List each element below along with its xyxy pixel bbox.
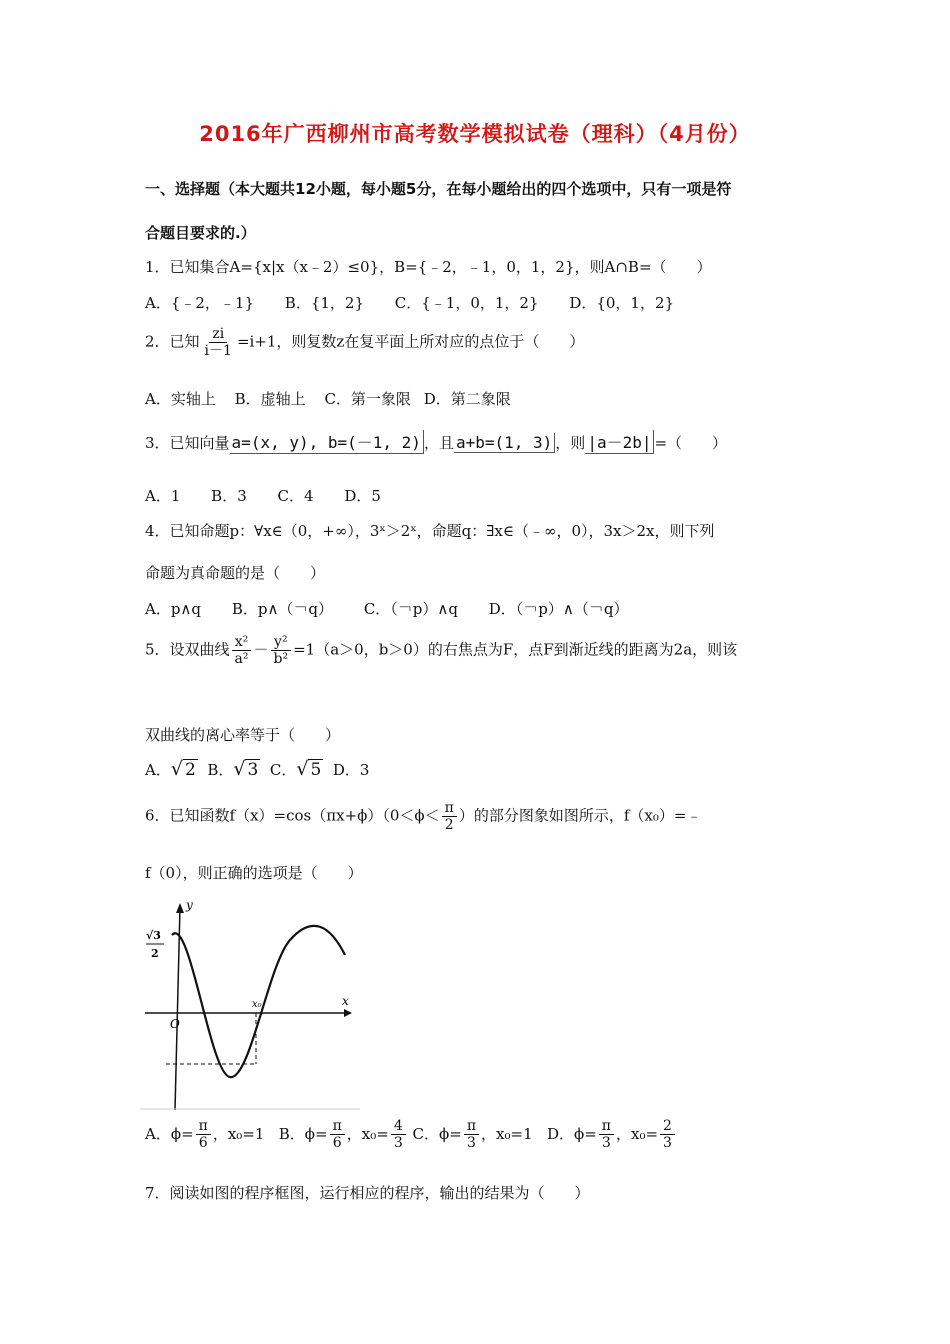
q5-f2-den: b²: [273, 651, 289, 668]
q5-f1-den: a²: [234, 651, 249, 668]
q4-line1: 4．已知命题p：∀x∈（0，+∞），3ˣ＞2ˣ，命题q：∃x∈（﹣∞，0），3x＞2x，则下列: [145, 522, 715, 540]
q5-option-c: [269, 758, 323, 780]
q6-option-d-phi: ϕ=: [573, 1124, 597, 1143]
q4-line2: 命题为真命题的是（ ）: [145, 564, 326, 582]
q3-option-c: C．4: [277, 487, 314, 505]
q5-option-d: D．3: [332, 761, 370, 779]
q3-option-a: A．1: [145, 487, 181, 505]
q6-option-d-x0: ，x₀=: [615, 1124, 659, 1143]
sqrt-symbol: √ 5: [296, 758, 322, 780]
q3-options: [145, 485, 407, 506]
graph-x-label: x: [342, 994, 349, 1008]
section-heading-line1: 一、选择题（本大题共12小题，每小题5分，在每小题给出的四个选项中，只有一项是符: [145, 180, 732, 198]
q5-option-a-radicand: 2: [184, 760, 196, 780]
graph-ytick-den: 2: [151, 947, 159, 960]
q1-stem: 1．已知集合A={x|x（x﹣2）≤0}，B={﹣2，﹣1，0，1，2}，则A∩B=（ ）: [145, 258, 712, 276]
q5-option-c-label: C．: [269, 761, 297, 779]
q6-option-c-phi: ϕ=: [439, 1124, 462, 1143]
q1-options: [145, 292, 700, 313]
q6-stem: [145, 800, 701, 833]
q3-option-d: D．5: [344, 487, 381, 505]
q6-option-d: [546, 1118, 677, 1152]
q2-option-b: B．虚轴上: [234, 390, 306, 408]
q6-line2: f（0），则正确的选项是（ ）: [145, 864, 363, 882]
q6-function-graph: [140, 895, 360, 1113]
q6-option-b-num: π: [330, 1118, 345, 1135]
q2-options: [145, 388, 537, 409]
q6-option-b-fraction: [330, 1118, 345, 1151]
graph-y-label: y: [186, 898, 193, 912]
q2-fraction: [202, 326, 235, 359]
q3-vector-box-2: a+b=(1, 3): [454, 433, 555, 453]
q6-option-c-x0: ，x₀=1: [481, 1124, 533, 1143]
q6-option-b-x0-num: 4: [391, 1118, 406, 1135]
q3-suffix: =（ ）: [654, 434, 728, 452]
q5-fraction-2: [271, 634, 292, 667]
q6-suffix: ）的部分图象如图所示，f（x₀）=﹣: [458, 806, 702, 825]
q1-option-a: A．{﹣2，﹣1}: [145, 294, 255, 312]
y-axis-arrow: [176, 903, 184, 913]
q4-option-a: A．p∧q: [145, 600, 202, 618]
q4-option-c: C．（￢p）∧q: [363, 600, 458, 618]
q6-option-d-den: 3: [601, 1135, 611, 1152]
graph-x0-label: x₀: [252, 999, 262, 1010]
q5-option-a: [145, 758, 198, 780]
q2-prefix: 2．已知: [145, 332, 200, 351]
q2-stem: [145, 326, 584, 359]
q6-option-a-num: π: [196, 1118, 211, 1135]
q1-option-c: C．{﹣1，0，1，2}: [394, 294, 539, 312]
section-heading-line2: 合题目要求的.）: [145, 224, 256, 242]
q6-option-a-den: 6: [198, 1135, 208, 1152]
q2-option-d: D．第二象限: [423, 390, 511, 408]
q3-stem: [145, 430, 727, 454]
q6-option-a-fraction: [196, 1118, 211, 1151]
q6-option-a-label: A．: [145, 1124, 171, 1143]
q3-prefix: 3．已知向量: [145, 434, 230, 452]
q6-option-c-num: π: [464, 1118, 479, 1135]
q2-eq: =i+1: [236, 332, 277, 351]
q6-frac-den: 2: [444, 817, 454, 834]
graph-origin-label: O: [170, 1017, 180, 1031]
q3-vector-box-3: |a－2b|: [585, 430, 654, 454]
q5-suffix: =1（a＞0，b＞0）的右焦点为F，点F到渐近线的距离为2a，则该: [293, 640, 738, 659]
q2-suffix: ，则复数z在复平面上所对应的点位于（ ）: [276, 332, 585, 351]
q5-option-b-radicand: 3: [247, 760, 259, 780]
q4-options: [145, 598, 654, 619]
q6-option-b-x0: ，x₀=: [346, 1124, 389, 1143]
q3-mid: ，且: [423, 434, 454, 452]
q2-frac-num: zi: [209, 326, 227, 343]
q5-f2-num: y²: [271, 634, 291, 651]
q6-option-c-label: C．: [412, 1124, 440, 1143]
q3-mid2: ，则: [555, 434, 586, 452]
q6-option-b-den: 6: [332, 1135, 342, 1152]
q6-option-b-phi: ϕ=: [304, 1124, 328, 1143]
q1-option-b: B．{1，2}: [284, 294, 364, 312]
q6-option-a: [145, 1118, 269, 1152]
q6-option-c: [412, 1118, 538, 1152]
q5-f1-num: x²: [232, 634, 252, 651]
q6-option-d-x0-den: 3: [663, 1135, 672, 1152]
q6-option-d-num: π: [599, 1118, 614, 1135]
q6-option-c-fraction: [464, 1118, 479, 1151]
q6-option-c-den: 3: [466, 1135, 476, 1152]
q3-option-b: B．3: [211, 487, 247, 505]
q6-prefix: 6．已知函数f（x）=cos（πx+ϕ）（0＜ϕ＜: [145, 806, 440, 825]
sqrt-symbol: √ 2: [170, 758, 196, 780]
q5-line2: 双曲线的离心率等于（ ）: [145, 726, 341, 744]
q5-minus: －: [253, 640, 269, 659]
q7-stem: 7．阅读如图的程序框图，运行相应的程序，输出的结果为（ ）: [145, 1184, 590, 1202]
q5-fraction-1: [232, 634, 252, 667]
q5-option-b: [207, 758, 260, 780]
q5-option-c-radicand: 5: [310, 760, 322, 780]
q6-fraction: [442, 800, 457, 833]
q6-option-a-x0: ，x₀=1: [212, 1124, 265, 1143]
q5-option-b-label: B．: [207, 761, 234, 779]
q6-option-d-fraction: [599, 1118, 614, 1151]
q5-stem: [145, 634, 737, 667]
q1-option-d: D．{0，1，2}: [569, 294, 675, 312]
q4-option-d: D．（￢p）∧（￢q）: [488, 600, 629, 618]
sqrt-symbol: √ 3: [233, 758, 259, 780]
q2-option-c: C．第一象限: [324, 390, 411, 408]
q3-vector-box-1: a=(x, y), b=(－1, 2): [230, 430, 424, 454]
q6-option-d-x0-num: 2: [660, 1118, 675, 1135]
q5-option-a-label: A．: [145, 761, 171, 779]
x-axis-arrow: [344, 1009, 352, 1017]
q5-options: [145, 758, 369, 780]
q6-option-b-x0-fraction: [391, 1118, 406, 1151]
q6-option-b-label: B．: [278, 1124, 305, 1143]
q2-frac-den: i－1: [204, 343, 232, 360]
q6-option-a-phi: ϕ=: [170, 1124, 194, 1143]
q6-frac-num: π: [442, 800, 457, 817]
q6-option-b-x0-den: 3: [393, 1135, 403, 1152]
q6-option-b: [278, 1118, 413, 1152]
q6-option-d-x0-fraction: [660, 1118, 675, 1151]
page-title: 2016年广西柳州市高考数学模拟试卷（理科）（4月份）: [199, 122, 751, 146]
graph-ytick-num: √3: [146, 929, 161, 942]
q2-option-a: A．实轴上: [145, 390, 216, 408]
q6-options: [145, 1118, 677, 1151]
q6-option-d-label: D．: [546, 1124, 574, 1143]
q5-prefix: 5．设双曲线: [145, 640, 230, 659]
q4-option-b: B．p∧（￢q）: [231, 600, 334, 618]
